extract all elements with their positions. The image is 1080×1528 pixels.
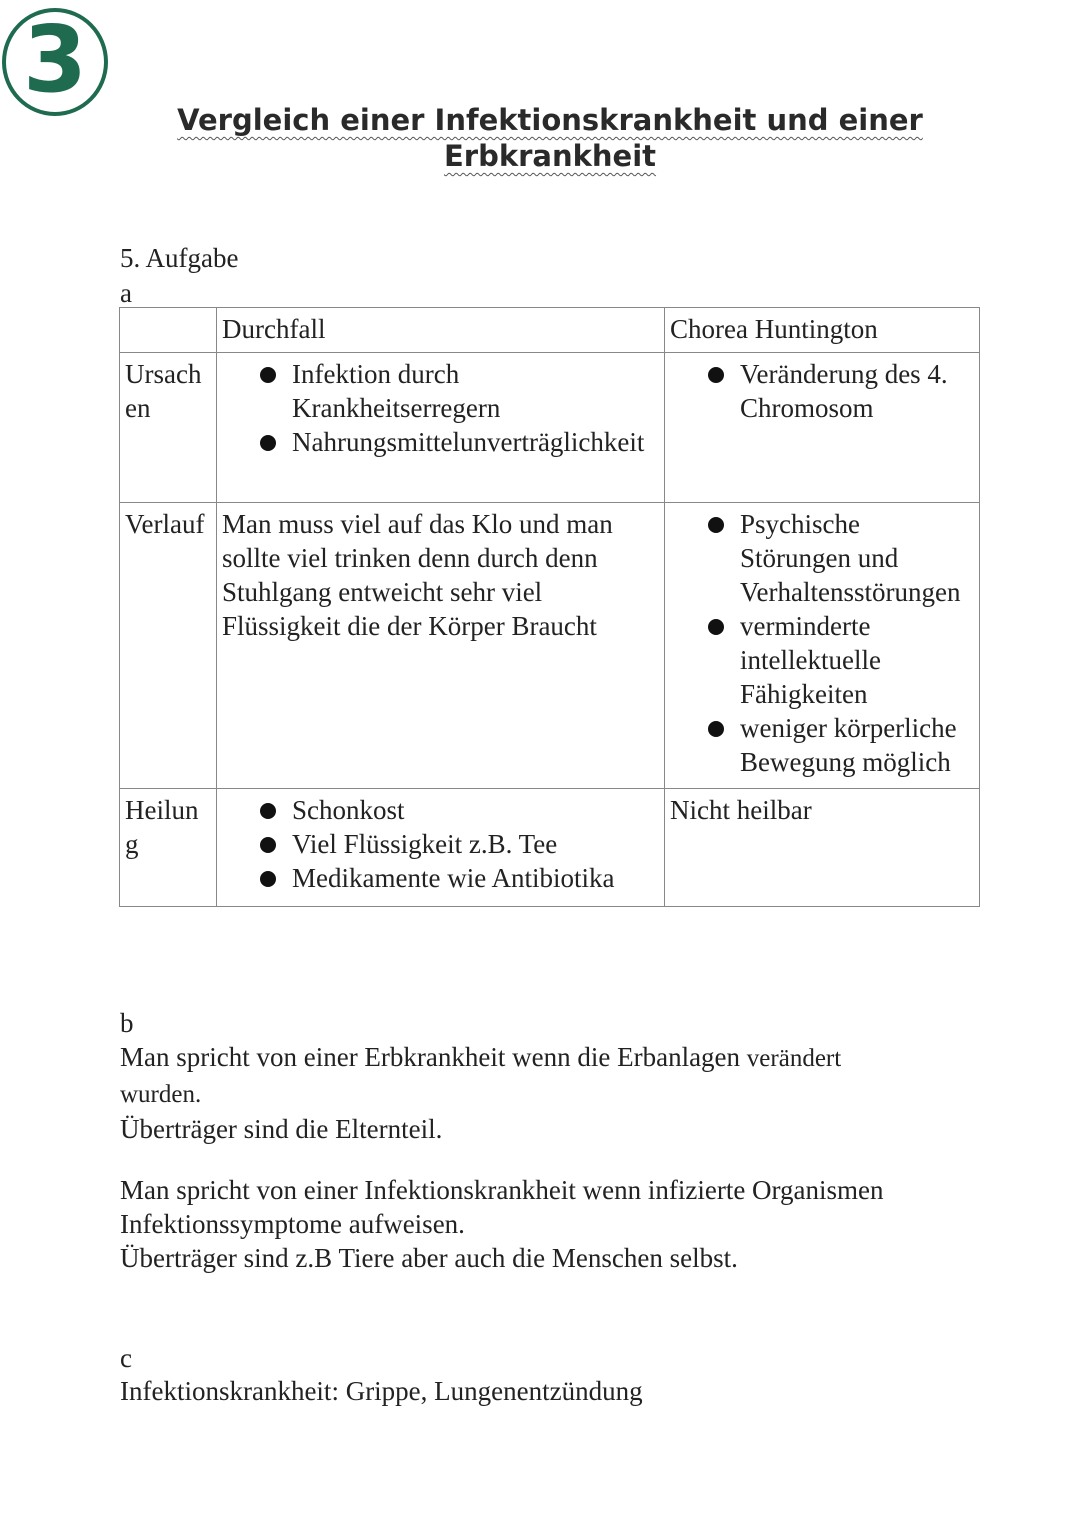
row-label-verlauf: Verlauf bbox=[120, 503, 217, 789]
part-a-label: a bbox=[120, 278, 132, 308]
list-item: verminderte intellektuelle Fähigkeiten bbox=[707, 609, 974, 711]
heilung-durchfall-list bbox=[222, 793, 659, 895]
verlauf-chorea-cell bbox=[665, 503, 980, 789]
ursachen-chorea-list bbox=[670, 357, 974, 425]
list-item: Psychische Störungen und Verhaltensstörungen bbox=[707, 507, 974, 609]
part-b-p1-line-1: Man spricht von einer Erbkrankheit wenn die Erbanlagen bbox=[120, 1042, 747, 1072]
header-durchfall: Durchfall bbox=[217, 308, 665, 353]
page-number-badge bbox=[2, 8, 108, 116]
part-b-paragraph-2 bbox=[120, 1173, 970, 1275]
part-b-p1-wurden: wurden. bbox=[120, 1081, 202, 1108]
verlauf-chorea-list bbox=[670, 507, 974, 779]
page-title bbox=[150, 102, 950, 174]
list-item: Medikamente wie Antibiotika bbox=[259, 861, 659, 895]
part-c-answer: Infektionskrankheit: Grippe, Lungenentzündung bbox=[120, 1376, 643, 1406]
task-heading: 5. Aufgabe bbox=[120, 243, 239, 273]
list-item: weniger körperliche Bewegung möglich bbox=[707, 711, 974, 779]
part-b-p2-line-1: Man spricht von einer Infektionskrankheit wenn infizierte Organismen Infektionssymptome aufweisen. bbox=[120, 1175, 884, 1239]
table-header-row bbox=[120, 308, 980, 353]
part-b-p1-verandert: verändert bbox=[746, 1045, 842, 1072]
header-empty-cell bbox=[120, 308, 217, 353]
comparison-table bbox=[119, 307, 980, 907]
list-item: Veränderung des 4. Chromosom bbox=[707, 357, 974, 425]
page-title-line-1: Vergleich einer Infektionskrankheit und einer bbox=[177, 103, 923, 137]
verlauf-durchfall-cell: Man muss viel auf das Klo und man sollte viel trinken denn durch denn Stuhlgang entweicht sehr viel Flüssigkeit die der Körper Braucht bbox=[217, 503, 665, 789]
table-row-heilung bbox=[120, 789, 980, 907]
page-number: 3 bbox=[22, 6, 87, 113]
row-label-heilung: Heilung bbox=[120, 789, 217, 907]
list-item: Schonkost bbox=[259, 793, 659, 827]
ursachen-chorea-cell bbox=[665, 353, 980, 503]
ursachen-durchfall-cell bbox=[217, 353, 665, 503]
table-row-ursachen bbox=[120, 353, 980, 503]
heilung-chorea-cell: Nicht heilbar bbox=[665, 789, 980, 907]
page-title-line-2: Erbkrankheit bbox=[443, 139, 657, 173]
list-item: Infektion durch Krankheitserregern bbox=[259, 357, 659, 425]
part-b-p2-line-2: Überträger sind z.B Tiere aber auch die Menschen selbst. bbox=[120, 1243, 738, 1273]
part-b-paragraph-1 bbox=[120, 1040, 980, 1146]
header-chorea-huntington: Chorea Huntington bbox=[665, 308, 980, 353]
heilung-durchfall-cell bbox=[217, 789, 665, 907]
part-b-label: b bbox=[120, 1008, 134, 1038]
part-c-label: c bbox=[120, 1343, 132, 1373]
list-item: Nahrungsmittelunverträglichkeit bbox=[259, 425, 659, 459]
ursachen-durchfall-list bbox=[222, 357, 659, 459]
table-row-verlauf bbox=[120, 503, 980, 789]
part-b-p1-line-2: Überträger sind die Elternteil. bbox=[120, 1114, 443, 1144]
list-item: Viel Flüssigkeit z.B. Tee bbox=[259, 827, 659, 861]
row-label-ursachen: Ursachen bbox=[120, 353, 217, 503]
